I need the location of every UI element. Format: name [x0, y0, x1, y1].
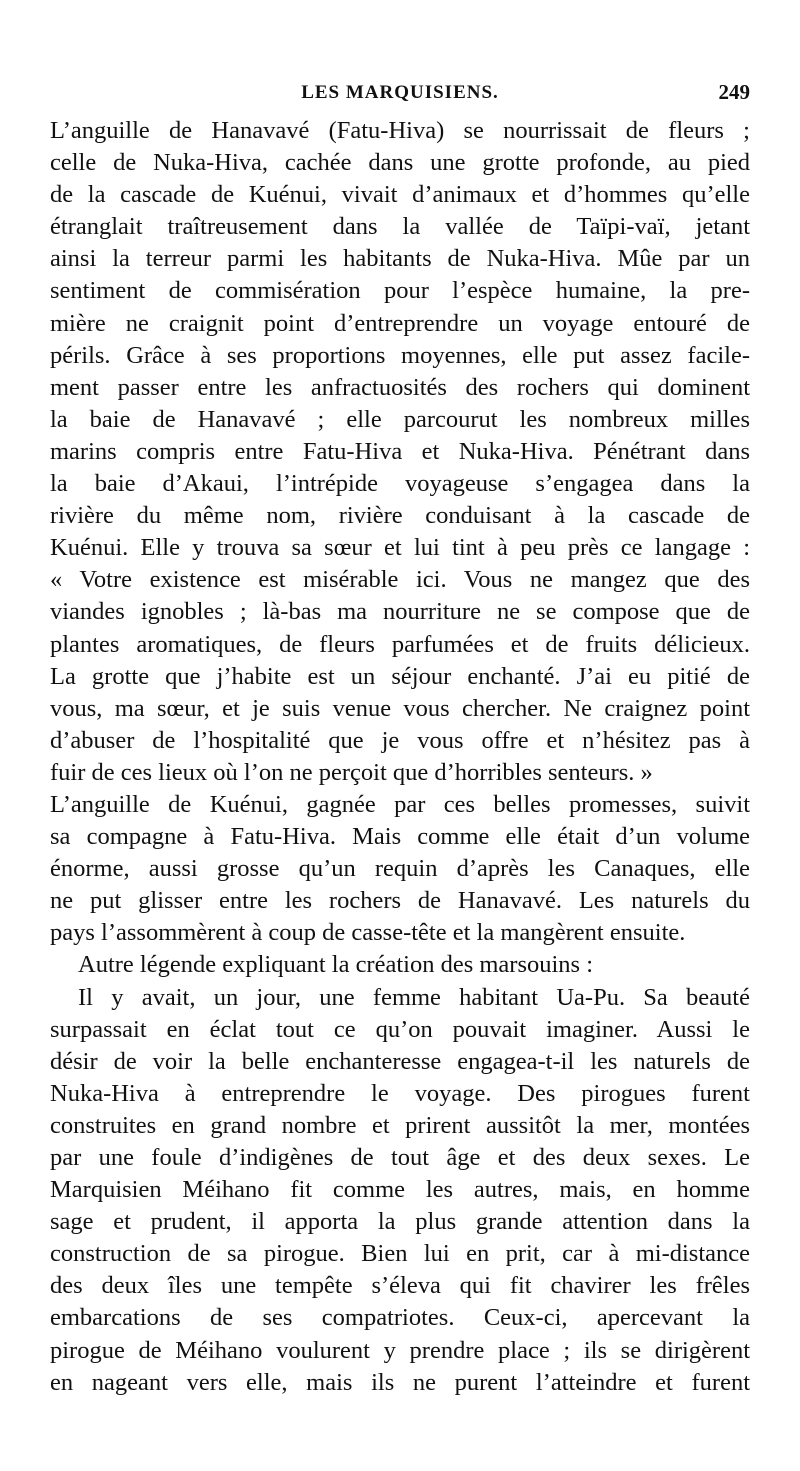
text-line: celle de Nuka-Hiva, cachée dans une grotte profonde, au pied — [50, 149, 750, 177]
text-line: la baie d’Akaui, l’intrépide voyageuse s’engagea dans la — [50, 470, 750, 498]
running-head — [0, 78, 800, 108]
text-line: sentiment de commisération pour l’espèce humaine, la pre- — [50, 277, 750, 305]
text-line: fuir de ces lieux où l’on ne perçoit que d’horribles senteurs. » — [50, 758, 653, 786]
text-line: par une foule d’indigènes de tout âge et des deux sexes. Le — [50, 1144, 750, 1171]
text-line: vous, ma sœur, et je suis venue vous chercher. Ne craignez point — [50, 694, 750, 722]
text-line: plantes aromatiques, de fleurs parfumées et de fruits délicieux. — [50, 630, 750, 658]
text-line: étranglait traîtreusement dans la vallée de Taïpi-vaï, jetant — [50, 213, 750, 241]
text-line: ainsi la terreur parmi les habitants de Nuka-Hiva. Mûe par un — [50, 245, 750, 273]
page-number: 249 — [718, 80, 750, 104]
text-line: pirogue de Méihano voulurent y prendre place ; ils se dirigèrent — [50, 1336, 750, 1364]
text-line: énorme, aussi grosse qu’un requin d’après les Canaques, elle — [50, 855, 750, 883]
text-line: des deux îles une tempête s’éleva qui fit chavirer les frêles — [50, 1272, 750, 1300]
body-text — [50, 115, 750, 1399]
text-line: mière ne craignit point d’entreprendre un voyage entouré de — [50, 309, 750, 337]
text-line: viandes ignobles ; là-bas ma nourriture ne se compose que de — [50, 598, 750, 626]
text-line: Nuka-Hiva à entreprendre le voyage. Des pirogues furent — [50, 1079, 750, 1107]
text-line: Marquisien Méihano fit comme les autres, mais, en homme — [50, 1176, 750, 1204]
text-line: périls. Grâce à ses proportions moyennes, elle put assez facile- — [50, 341, 750, 369]
text-line: Kuénui. Elle y trouva sa sœur et lui tint à peu près ce langage : — [50, 534, 750, 562]
text-line: de la cascade de Kuénui, vivait d’animaux et d’hommes qu’elle — [50, 181, 750, 209]
text-line: en nageant vers elle, mais ils ne purent l’atteindre et furent — [50, 1368, 750, 1396]
text-line: ne put glisser entre les rochers de Hanavavé. Les naturels du — [50, 887, 750, 915]
text-line: pays l’assommèrent à coup de casse-tête et la mangèrent ensuite. — [50, 919, 686, 947]
text-line: « Votre existence est misérable ici. Vous ne mangez que des — [50, 566, 750, 594]
text-line: sa compagne à Fatu-Hiva. Mais comme elle était d’un volume — [50, 823, 750, 851]
text-line: L’anguille de Kuénui, gagnée par ces belles promesses, suivit — [50, 790, 750, 818]
text-line: Autre légende expliquant la création des marsouins : — [78, 951, 594, 979]
text-line: construites en grand nombre et prirent aussitôt la mer, montées — [50, 1111, 750, 1139]
text-line: L’anguille de Hanavavé (Fatu-Hiva) se nourrissait de fleurs ; — [50, 117, 750, 144]
text-line: désir de voir la belle enchanteresse engagea-t-il les naturels de — [50, 1047, 750, 1075]
text-line: construction de sa pirogue. Bien lui en prit, car à mi-distance — [50, 1240, 750, 1268]
text-line: Il y avait, un jour, une femme habitant Ua-Pu. Sa beauté — [78, 983, 750, 1011]
text-line: embarcations de ses compatriotes. Ceux-ci, apercevant la — [50, 1304, 750, 1332]
text-line: rivière du même nom, rivière conduisant à la cascade de — [50, 502, 750, 530]
running-title: LES MARQUISIENS. — [301, 82, 499, 103]
text-line: marins compris entre Fatu-Hiva et Nuka-Hiva. Pénétrant dans — [50, 437, 750, 465]
text-line: sage et prudent, il apporta la plus grande attention dans la — [50, 1208, 750, 1236]
text-line: d’abuser de l’hospitalité que je vous offre et n’hésitez pas à — [50, 726, 750, 754]
text-line: ment passer entre les anfractuosités des rochers qui dominent — [50, 373, 750, 401]
text-line: La grotte que j’habite est un séjour enchanté. J’ai eu pitié de — [50, 662, 750, 690]
text-line: la baie de Hanavavé ; elle parcourut les nombreux milles — [50, 405, 750, 433]
text-line: surpassait en éclat tout ce qu’on pouvait imaginer. Aussi le — [50, 1015, 750, 1043]
